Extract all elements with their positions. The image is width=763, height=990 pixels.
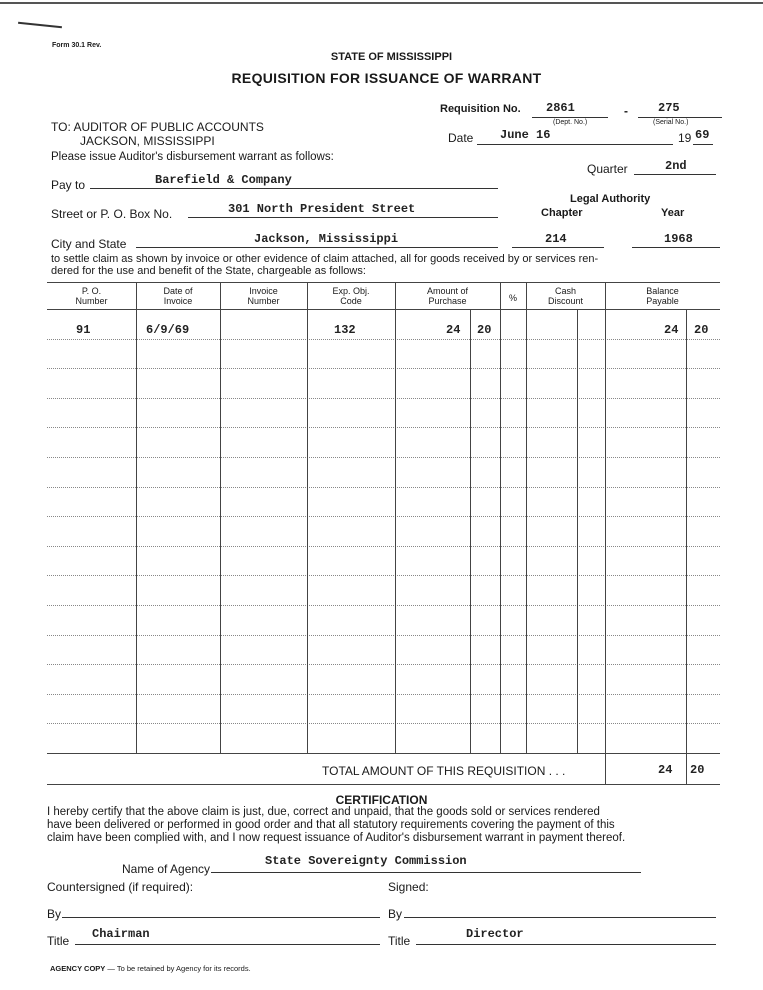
agency-label: Name of Agency bbox=[122, 862, 211, 876]
signed-label: Signed: bbox=[388, 880, 429, 894]
col-cents-divider bbox=[470, 309, 471, 753]
agency-copy-text: — To be retained by Agency for its records. bbox=[107, 964, 251, 973]
chapter-value: 214 bbox=[545, 232, 567, 246]
title-label-left: Title bbox=[47, 934, 70, 948]
quarter-value: 2nd bbox=[665, 159, 687, 173]
col-cents-divider bbox=[686, 309, 687, 784]
row-line bbox=[47, 546, 720, 547]
year-label: Year bbox=[661, 207, 685, 219]
dept-no-caption: (Dept. No.) bbox=[553, 119, 588, 126]
cell-amount-cents: 20 bbox=[477, 323, 492, 337]
page-top-edge bbox=[0, 2, 763, 4]
title-line-right bbox=[416, 944, 716, 945]
certification-line2: have been delivered or performed in good order and that all statutory requirements covering the payment of this bbox=[47, 819, 615, 831]
certification-line1: I hereby certify that the above claim is just, due, correct and unpaid, that the goods sold or services rendered bbox=[47, 806, 600, 818]
header-balance-payable: Balance Payable bbox=[646, 286, 679, 306]
quarter-label: Quarter bbox=[587, 162, 628, 176]
col-cents-divider bbox=[577, 309, 578, 753]
form-number: Form 30.1 Rev. bbox=[52, 42, 102, 49]
legal-year-value: 1968 bbox=[664, 232, 693, 246]
requisition-dash: - bbox=[624, 104, 628, 118]
street-label: Street or P. O. Box No. bbox=[51, 207, 173, 221]
by-label-left: By bbox=[47, 907, 62, 921]
row-line bbox=[47, 605, 720, 606]
countersigned-label: Countersigned (if required): bbox=[47, 880, 194, 894]
serial-no-caption: (Serial No.) bbox=[653, 119, 689, 126]
city-line bbox=[136, 247, 498, 248]
agency-copy-note bbox=[50, 964, 251, 973]
agency-value: State Sovereignty Commission bbox=[265, 854, 467, 868]
row-line bbox=[47, 398, 720, 399]
dept-no-line bbox=[532, 117, 608, 118]
agency-line bbox=[211, 872, 641, 873]
col-divider bbox=[220, 282, 221, 753]
col-divider bbox=[136, 282, 137, 753]
date-line bbox=[477, 144, 673, 145]
row-line bbox=[47, 487, 720, 488]
row-line bbox=[47, 723, 720, 724]
row-line bbox=[47, 635, 720, 636]
legal-authority-heading: Legal Authority bbox=[570, 193, 651, 205]
legal-year-line bbox=[632, 247, 720, 248]
instruction-text: Please issue Auditor's disbursement warrant as follows: bbox=[51, 151, 334, 163]
pay-to-label: Pay to bbox=[51, 178, 86, 192]
street-value: 301 North President Street bbox=[228, 202, 416, 216]
title-label-right: Title bbox=[388, 934, 411, 948]
state-heading: STATE OF MISSISSIPPI bbox=[330, 51, 453, 63]
row-line bbox=[47, 457, 720, 458]
year-suffix: 69 bbox=[695, 128, 710, 142]
by-label-right: By bbox=[388, 907, 403, 921]
chapter-label: Chapter bbox=[541, 207, 583, 219]
serial-no-value: 275 bbox=[658, 101, 680, 115]
pay-to-value: Barefield & Company bbox=[155, 173, 292, 187]
col-divider bbox=[526, 282, 527, 753]
certification-line3: claim have been complied with, and I now request issuance of Auditor's disbursement warrant in payment thereof. bbox=[47, 832, 626, 844]
row-line bbox=[47, 575, 720, 576]
col-divider bbox=[307, 282, 308, 753]
table-top-border bbox=[47, 282, 720, 283]
city-value: Jackson, Mississippi bbox=[254, 232, 399, 246]
pen-mark bbox=[18, 22, 62, 29]
settle-text-line1: to settle claim as shown by invoice or other evidence of claim attached, all for goods received by or services ren- bbox=[51, 253, 599, 265]
title-value-left: Chairman bbox=[92, 927, 150, 941]
street-line bbox=[188, 217, 498, 218]
header-po-number: P. O. Number bbox=[75, 286, 108, 306]
cell-po-number: 91 bbox=[76, 323, 91, 337]
col-divider bbox=[500, 282, 501, 753]
year-prefix: 19 bbox=[678, 131, 692, 145]
agency-copy-label: AGENCY COPY bbox=[50, 964, 106, 973]
settle-text-line2: dered for the use and benefit of the State, chargeable as follows: bbox=[51, 265, 366, 277]
total-cents: 20 bbox=[690, 763, 705, 777]
total-dollars: 24 bbox=[658, 763, 673, 777]
city-label: City and State bbox=[51, 237, 127, 251]
cell-amount-dollars: 24 bbox=[446, 323, 461, 337]
title-value-right: Director bbox=[466, 927, 524, 941]
header-percent: % bbox=[508, 293, 517, 303]
table-bottom-border bbox=[47, 784, 720, 785]
certification-heading: CERTIFICATION bbox=[335, 793, 428, 807]
row-line bbox=[47, 339, 720, 340]
row-line bbox=[47, 516, 720, 517]
by-line-right bbox=[404, 917, 716, 918]
title-line-left bbox=[75, 944, 380, 945]
table-body-bottom bbox=[47, 753, 720, 754]
dept-no-value: 2861 bbox=[546, 101, 575, 115]
quarter-line bbox=[634, 174, 716, 175]
row-line bbox=[47, 368, 720, 369]
pay-to-line bbox=[90, 188, 498, 189]
to-line1: TO: AUDITOR OF PUBLIC ACCOUNTS bbox=[51, 120, 264, 134]
by-line-left bbox=[62, 917, 380, 918]
form-title: REQUISITION FOR ISSUANCE OF WARRANT bbox=[231, 70, 542, 86]
cell-balance-dollars: 24 bbox=[664, 323, 679, 337]
requisition-label: Requisition No. bbox=[440, 103, 521, 115]
cell-balance-cents: 20 bbox=[694, 323, 709, 337]
cell-exp-code: 132 bbox=[334, 323, 356, 337]
to-line2: JACKSON, MISSISSIPPI bbox=[80, 134, 215, 148]
header-amount-of-purchase: Amount of Purchase bbox=[426, 286, 469, 306]
header-date-of-invoice: Date of Invoice bbox=[163, 286, 193, 306]
total-label: TOTAL AMOUNT OF THIS REQUISITION . . . bbox=[322, 764, 566, 778]
header-invoice-number: Invoice Number bbox=[247, 286, 280, 306]
col-divider bbox=[605, 282, 606, 784]
cell-invoice-date: 6/9/69 bbox=[146, 323, 190, 337]
header-exp-obj-code: Exp. Obj. Code bbox=[332, 286, 370, 306]
date-label: Date bbox=[448, 131, 474, 145]
col-divider bbox=[395, 282, 396, 753]
row-line bbox=[47, 694, 720, 695]
row-line bbox=[47, 664, 720, 665]
header-cash-discount: Cash Discount bbox=[547, 286, 583, 306]
year-line bbox=[693, 144, 713, 145]
serial-no-line bbox=[638, 117, 722, 118]
chapter-line bbox=[512, 247, 604, 248]
table-header-bottom bbox=[47, 309, 720, 310]
date-value: June 16 bbox=[500, 128, 551, 142]
row-line bbox=[47, 427, 720, 428]
